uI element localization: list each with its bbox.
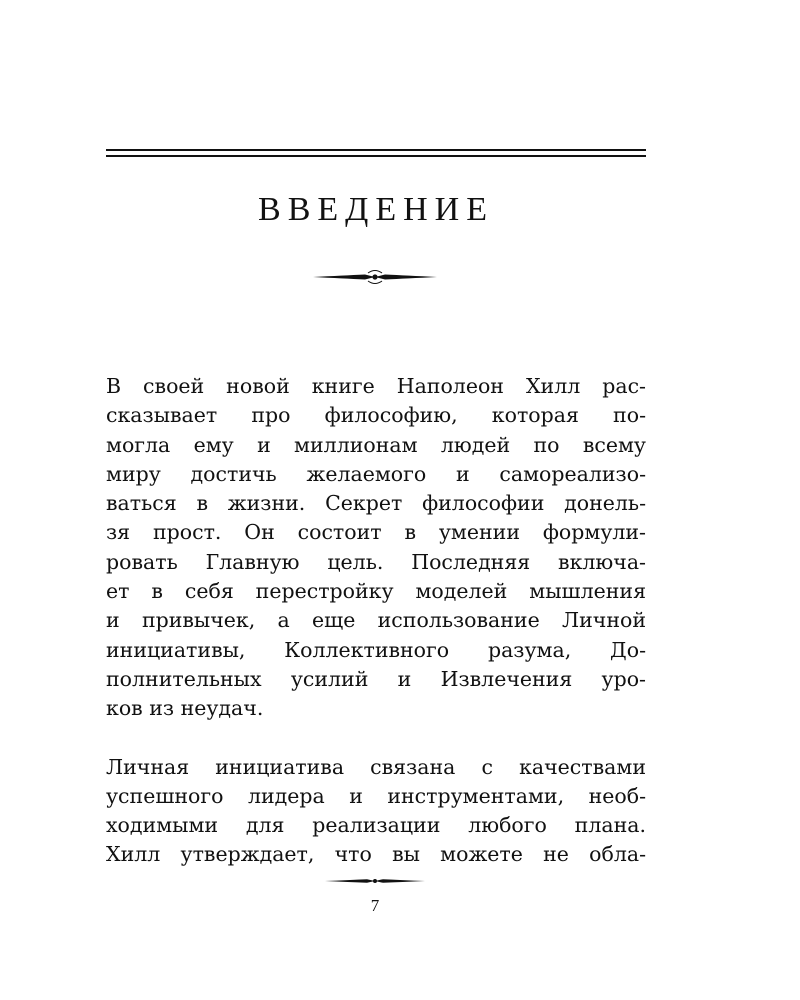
- header-rule-line-top: [106, 149, 646, 151]
- text-line: успешного лидера и инструментами, необ-: [106, 783, 646, 808]
- text-line: Личная инициатива связана с качествами: [106, 754, 646, 779]
- text-line: полнительных усилий и Извлечения уро-: [106, 666, 646, 691]
- text-line: и привычек, а еще использование Личной: [106, 608, 646, 633]
- chapter-title: ВВЕДЕНИЕ: [258, 191, 494, 228]
- page-number: 7: [370, 896, 380, 915]
- footer-ornament-icon: [325, 874, 425, 888]
- text-line: инициативы, Коллективного разума, До-: [106, 637, 646, 662]
- body-text: [106, 372, 646, 870]
- text-line: сказывает про философию, которая по-: [106, 403, 646, 428]
- text-line: зя прост. Он состоит в умении формули-: [106, 520, 646, 545]
- text-line: ет в себя перестройку моделей мышления: [106, 579, 646, 604]
- text-line: могла ему и миллионам людей по всему: [106, 432, 646, 457]
- text-line: ходимыми для реализации любого плана.: [106, 813, 646, 838]
- paragraph-2: [106, 753, 646, 870]
- text-line: В своей новой книге Наполеон Хилл рас-: [106, 374, 646, 398]
- text-line: Хилл утверждает, что вы можете не обла-: [106, 842, 646, 867]
- header-rule-line-bottom: [106, 155, 646, 157]
- title-ornament-icon: [313, 268, 437, 286]
- paragraph-1: [106, 372, 646, 724]
- text-line: миру достичь желаемого и самореализо-: [106, 461, 646, 486]
- text-line: ровать Главную цель. Последняя включа-: [106, 549, 646, 574]
- text-line: ваться в жизни. Секрет философии донель-: [106, 491, 646, 516]
- header-double-rule: [106, 149, 646, 158]
- text-line: ков из неудач.: [106, 696, 264, 721]
